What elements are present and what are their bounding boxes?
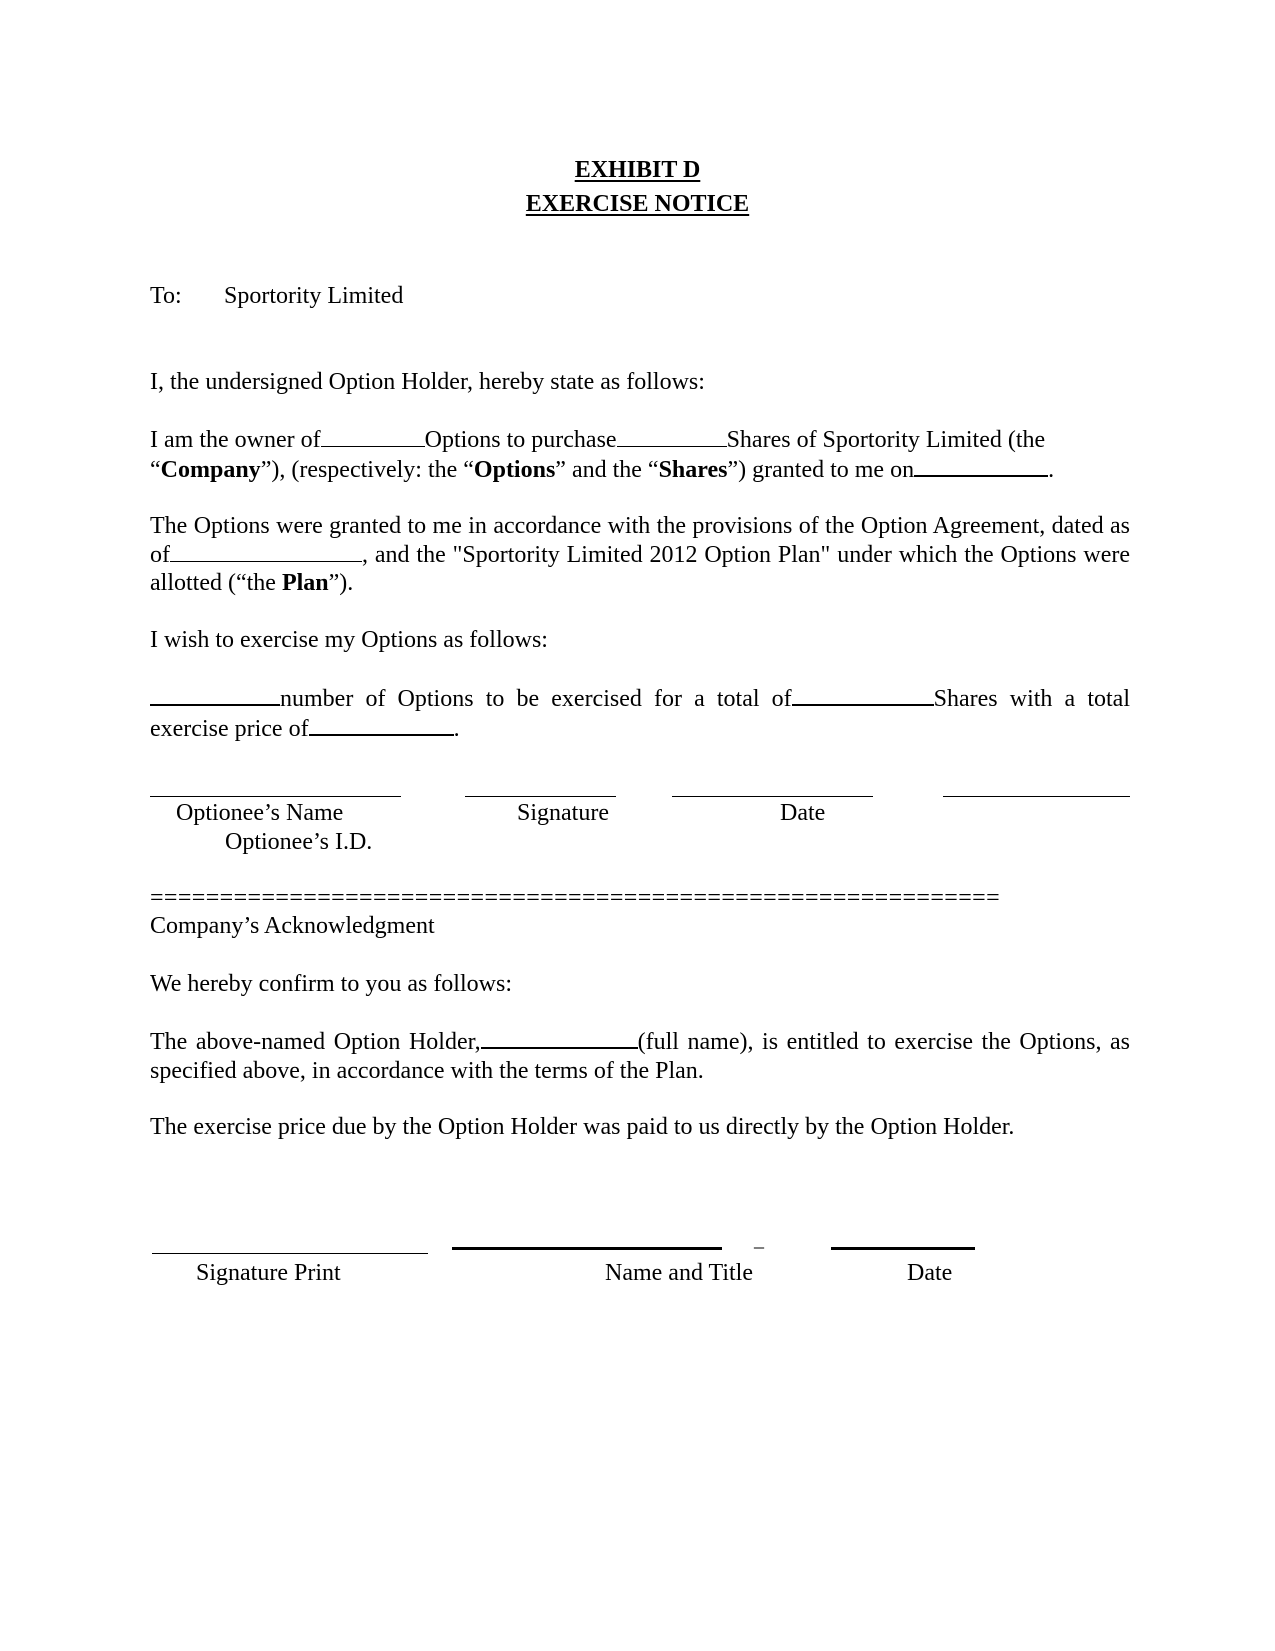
optionee-date-label: Date	[780, 800, 826, 826]
optionee-id-label: Optionee’s I.D.	[225, 829, 373, 855]
holder-text-1: The above-named Option Holder,	[150, 1029, 481, 1055]
holder-full-name-field[interactable]	[481, 1027, 638, 1049]
addressee-name: Sportority Limited	[224, 283, 404, 309]
total-shares-field[interactable]	[792, 684, 934, 706]
ownership-text-1: I am the owner of	[150, 427, 321, 453]
company-name-title-line[interactable]	[452, 1247, 722, 1250]
shares-count-field[interactable]	[617, 426, 727, 447]
shares-term: Shares	[658, 456, 728, 483]
intro-statement: I, the undersigned Option Holder, hereby state as follows:	[150, 369, 705, 395]
ownership-text-6: ” and the “	[555, 456, 659, 483]
company-term: Company	[160, 456, 261, 483]
grant-text-1: The Options were granted to me in accordance with the provisions of the Option Agreement, dated as of	[150, 513, 1130, 568]
exercise-text-1: number of Options to be exercised for a total of	[280, 686, 792, 712]
agreement-date-field[interactable]	[170, 541, 362, 562]
grant-text-3: ”).	[328, 570, 354, 597]
options-term: Options	[473, 456, 556, 483]
acknowledgment-confirm: We hereby confirm to you as follows:	[150, 971, 512, 997]
document-title: EXERCISE NOTICE	[525, 191, 750, 217]
addressee-label: To:	[150, 283, 182, 309]
options-count-field[interactable]	[321, 426, 425, 447]
optionee-id-line[interactable]	[943, 796, 1130, 797]
plan-term: Plan	[281, 570, 329, 597]
grant-text-2: , and the "Sportority Limited 2012 Option Plan" under which the Options were allotted (“the	[150, 541, 1130, 597]
exercise-price-field[interactable]	[309, 714, 454, 736]
name-and-title-label: Name and Title	[605, 1260, 753, 1286]
grant-paragraph	[150, 512, 1130, 598]
exercise-text-2: Shares with a total exercise price of	[150, 686, 1130, 742]
signature-dash: _	[754, 1229, 764, 1251]
acknowledgment-heading: Company’s Acknowledgment	[150, 913, 435, 939]
ownership-period: .	[1048, 456, 1055, 483]
optionee-date-line[interactable]	[672, 796, 873, 797]
exercise-intro: I wish to exercise my Options as follows:	[150, 627, 548, 653]
ownership-paragraph	[150, 426, 1130, 484]
optionee-name-line[interactable]	[150, 796, 401, 797]
company-date-line[interactable]	[831, 1247, 975, 1250]
ownership-text-5: ”), (respectively: the “	[260, 456, 474, 483]
ownership-text-3: Shares of Sportority Limited (the	[726, 427, 1046, 453]
ownership-quote: “	[150, 456, 161, 483]
grant-date-field[interactable]	[914, 455, 1048, 477]
exhibit-label: EXHIBIT D	[574, 157, 701, 183]
optionee-name-label: Optionee’s Name	[176, 800, 344, 826]
options-to-exercise-field[interactable]	[150, 684, 280, 706]
signature-print-label: Signature Print	[196, 1260, 341, 1286]
company-date-label: Date	[907, 1260, 953, 1286]
section-separator: =============================================================	[150, 885, 1001, 911]
ownership-text-2: Options to purchase	[424, 427, 617, 453]
optionee-signature-label: Signature	[517, 800, 609, 826]
exercise-paragraph	[150, 684, 1130, 743]
company-signature-line[interactable]	[152, 1253, 428, 1254]
payment-statement: The exercise price due by the Option Holder was paid to us directly by the Option Holder.	[150, 1114, 1015, 1140]
exercise-period: .	[453, 715, 460, 742]
holder-text-2: (full name), is entitled to exercise the Options, as specified above, in accordance with the terms of the Plan.	[150, 1029, 1130, 1084]
optionee-signature-line[interactable]	[465, 796, 616, 797]
ownership-text-7: ”) granted to me on	[727, 456, 915, 483]
holder-paragraph	[150, 1027, 1130, 1085]
